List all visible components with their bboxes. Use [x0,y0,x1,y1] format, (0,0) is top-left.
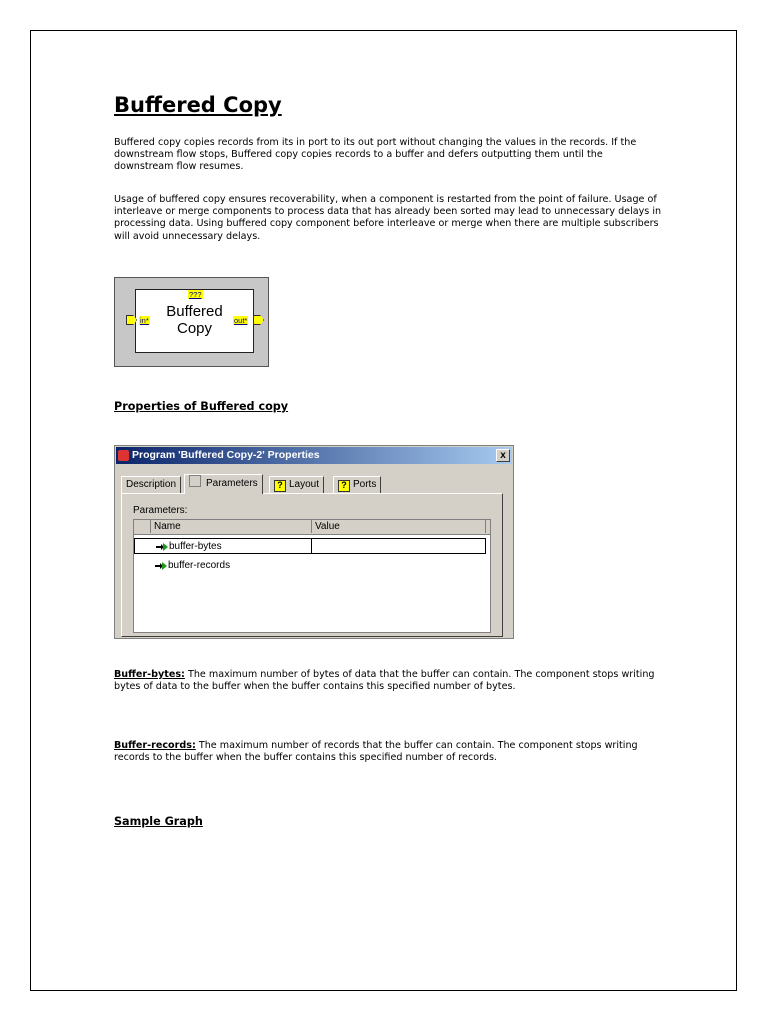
param-name: buffer-records [168,560,231,571]
param-name: buffer-bytes [169,541,222,552]
tab-parameters[interactable] [184,474,263,494]
table-row[interactable] [134,558,490,574]
tab-description[interactable] [121,476,181,493]
term-buffer-bytes: Buffer-bytes: [114,669,185,680]
component-name-line1: Buffered [166,303,223,320]
question-mark-icon: ? [274,480,286,492]
page-title: Buffered Copy [114,93,282,117]
program-icon [118,450,129,461]
param-value-input[interactable] [312,558,486,574]
tab-layout[interactable] [269,476,324,493]
component-diagram [114,277,269,367]
close-button[interactable]: x [496,449,510,462]
component-tag: ??? [189,290,202,299]
arrow-right-icon [155,561,167,571]
definition-buffer-bytes-text: The maximum number of bytes of data that the buffer can contain. The component stops writing bytes of data to the buffer when the buffer contains this specified number of bytes. [114,669,655,693]
grid-header-gutter [134,520,151,533]
parameters-label: Parameters: [133,505,188,516]
sample-graph-heading: Sample Graph [114,815,203,828]
tab-ports[interactable] [333,476,381,493]
in-port-label: in* [140,316,149,325]
out-port-icon[interactable] [253,315,264,325]
column-header-name[interactable]: Name [151,520,312,533]
arrow-right-icon [156,542,168,552]
intro-paragraph-2: Usage of buffered copy ensures recoverability, when a component is restarted from the point of failure. Usage of interleave or merge components to process data that has already been sorted may lead to unnecessary delays in processing data. Using buffered copy component before interleave or merge when there are multiple subscribers will avoid unnecessary delays. [114,194,662,242]
definition-buffer-records [114,740,662,764]
definition-buffer-records-text: The maximum number of records that the buffer can contain. The component stops writing records to the buffer when the buffer contains this specified number of records. [114,740,638,764]
tab-description-label: Description [126,479,177,490]
properties-dialog [114,445,514,639]
out-port-label: out* [234,316,248,325]
param-value-input[interactable] [312,538,486,554]
properties-heading: Properties of Buffered copy [114,400,289,413]
param-name-cell [134,538,312,554]
tab-ports-label: Ports [353,479,377,490]
component-name-line2: Copy [176,320,213,337]
tab-parameters-label: Parameters [206,478,258,489]
param-name-cell [134,558,312,574]
table-row[interactable] [134,538,490,554]
parameters-grid [133,519,491,633]
definition-buffer-bytes [114,669,662,693]
term-buffer-records: Buffer-records: [114,740,196,751]
intro-paragraph-1: Buffered copy copies records from its in port to its out port without changing the values in the records. If the downstream flow stops, Buffered copy copies records to a buffer and defers outputting them until the downstream flow resumes. [114,137,637,173]
grid-header [134,520,490,535]
question-mark-icon: ? [338,480,350,492]
tab-layout-label: Layout [289,479,320,490]
column-header-value[interactable]: Value [312,520,486,533]
dialog-title: Program 'Buffered Copy-2' Properties [132,449,320,461]
checkbox-icon [189,475,201,487]
dialog-titlebar[interactable] [116,447,512,464]
